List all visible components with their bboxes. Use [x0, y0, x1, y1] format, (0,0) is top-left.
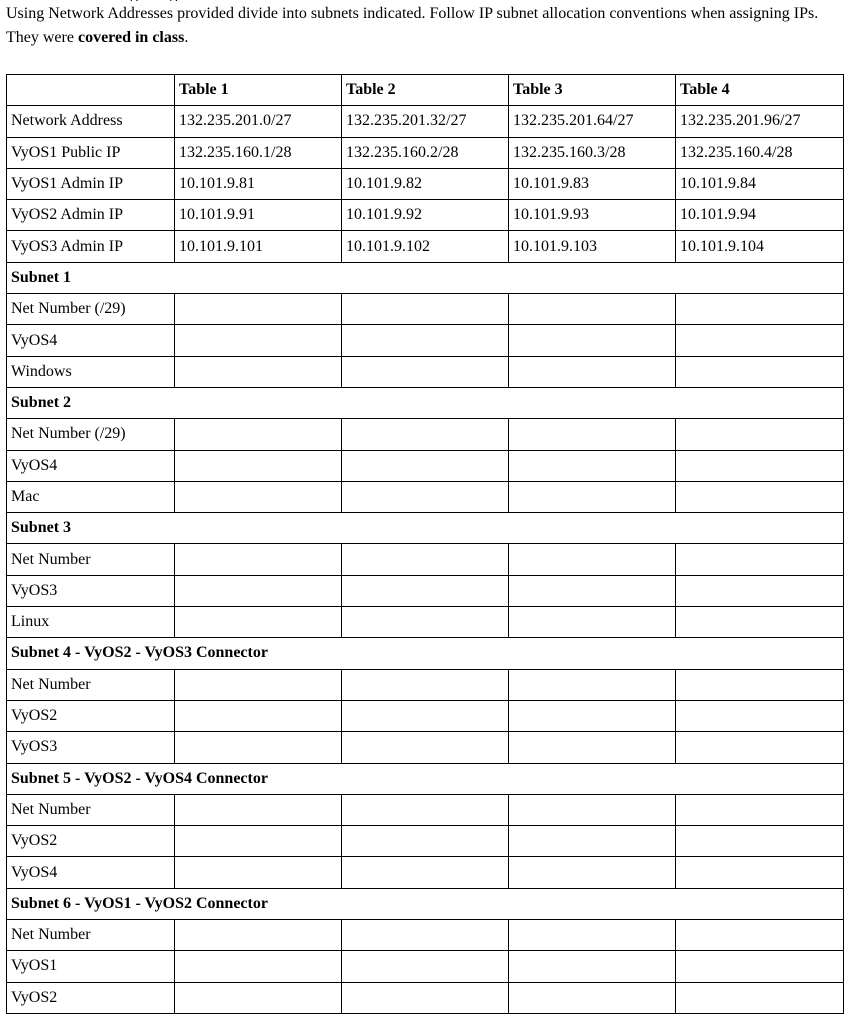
header-table-4: Table 4 — [676, 75, 844, 106]
value-cell: 10.101.9.104 — [676, 231, 844, 262]
table-body — [7, 75, 844, 1014]
answer-cell[interactable] — [509, 481, 676, 512]
assignment-instructions — [6, 2, 846, 50]
section-header-row — [7, 513, 844, 544]
answer-cell[interactable] — [676, 857, 844, 888]
answer-cell[interactable] — [509, 294, 676, 325]
table-row — [7, 669, 844, 700]
row-label: Mac — [7, 481, 175, 512]
table-row — [7, 231, 844, 262]
table-row — [7, 419, 844, 450]
value-cell: 132.235.201.96/27 — [676, 106, 844, 137]
row-label: Linux — [7, 607, 175, 638]
row-label: Net Number — [7, 794, 175, 825]
table-row — [7, 951, 844, 982]
answer-cell[interactable] — [509, 951, 676, 982]
row-label: VyOS4 — [7, 325, 175, 356]
value-cell: 10.101.9.83 — [509, 168, 676, 199]
answer-cell[interactable] — [175, 481, 342, 512]
section-title: Subnet 6 - VyOS1 - VyOS2 Connector — [7, 888, 844, 919]
answer-cell[interactable] — [175, 826, 342, 857]
answer-cell[interactable] — [342, 920, 509, 951]
answer-cell[interactable] — [509, 700, 676, 731]
answer-cell[interactable] — [509, 544, 676, 575]
row-label: Windows — [7, 356, 175, 387]
answer-cell[interactable] — [509, 826, 676, 857]
value-cell: 10.101.9.84 — [676, 168, 844, 199]
row-label: Net Number — [7, 669, 175, 700]
table-row — [7, 794, 844, 825]
answer-cell[interactable] — [676, 982, 844, 1013]
section-header-row — [7, 888, 844, 919]
answer-cell[interactable] — [175, 732, 342, 763]
answer-cell[interactable] — [175, 419, 342, 450]
answer-cell[interactable] — [342, 450, 509, 481]
table-row — [7, 137, 844, 168]
answer-cell[interactable] — [175, 607, 342, 638]
row-label: VyOS2 — [7, 826, 175, 857]
answer-cell[interactable] — [676, 732, 844, 763]
answer-cell[interactable] — [342, 826, 509, 857]
section-header-row — [7, 387, 844, 418]
answer-cell[interactable] — [175, 294, 342, 325]
header-table-3: Table 3 — [509, 75, 676, 106]
value-cell: 132.235.201.32/27 — [342, 106, 509, 137]
value-cell: 10.101.9.94 — [676, 200, 844, 231]
row-label: Net Number (/29) — [7, 294, 175, 325]
answer-cell[interactable] — [342, 669, 509, 700]
table-row — [7, 200, 844, 231]
value-cell: 10.101.9.81 — [175, 168, 342, 199]
answer-cell[interactable] — [175, 794, 342, 825]
answer-cell[interactable] — [676, 669, 844, 700]
value-cell: 10.101.9.92 — [342, 200, 509, 231]
value-cell: 10.101.9.93 — [509, 200, 676, 231]
row-label: VyOS1 Admin IP — [7, 168, 175, 199]
answer-cell[interactable] — [676, 481, 844, 512]
row-label: VyOS3 — [7, 732, 175, 763]
row-label: Network Address — [7, 106, 175, 137]
value-cell: 10.101.9.91 — [175, 200, 342, 231]
instructions-end: . — [184, 29, 189, 46]
section-title: Subnet 4 - VyOS2 - VyOS3 Connector — [7, 638, 844, 669]
answer-cell[interactable] — [175, 982, 342, 1013]
section-header-row — [7, 262, 844, 293]
section-title: Subnet 1 — [7, 262, 844, 293]
answer-cell[interactable] — [342, 294, 509, 325]
header-corner-cell — [7, 75, 175, 106]
answer-cell[interactable] — [342, 982, 509, 1013]
answer-cell[interactable] — [342, 732, 509, 763]
answer-cell[interactable] — [509, 575, 676, 606]
value-cell: 132.235.160.3/28 — [509, 137, 676, 168]
row-label: VyOS2 — [7, 700, 175, 731]
row-label: VyOS1 Public IP — [7, 137, 175, 168]
section-header-row — [7, 638, 844, 669]
table-row — [7, 450, 844, 481]
answer-cell[interactable] — [676, 450, 844, 481]
section-title: Subnet 3 — [7, 513, 844, 544]
section-header-row — [7, 763, 844, 794]
table-row — [7, 106, 844, 137]
answer-cell[interactable] — [676, 607, 844, 638]
table-row — [7, 294, 844, 325]
answer-cell[interactable] — [342, 356, 509, 387]
table-row — [7, 607, 844, 638]
table-row — [7, 826, 844, 857]
answer-cell[interactable] — [175, 920, 342, 951]
row-label: VyOS3 Admin IP — [7, 231, 175, 262]
answer-cell[interactable] — [509, 857, 676, 888]
answer-cell[interactable] — [175, 325, 342, 356]
answer-cell[interactable] — [509, 607, 676, 638]
answer-cell[interactable] — [676, 575, 844, 606]
answer-cell[interactable] — [342, 794, 509, 825]
answer-cell[interactable] — [676, 700, 844, 731]
answer-cell[interactable] — [342, 700, 509, 731]
header-table-1: Table 1 — [175, 75, 342, 106]
answer-cell[interactable] — [676, 826, 844, 857]
value-cell: 132.235.201.0/27 — [175, 106, 342, 137]
table-row — [7, 700, 844, 731]
answer-cell[interactable] — [676, 794, 844, 825]
answer-cell[interactable] — [175, 450, 342, 481]
answer-cell[interactable] — [676, 325, 844, 356]
answer-cell[interactable] — [676, 951, 844, 982]
row-label: VyOS2 — [7, 982, 175, 1013]
row-label: VyOS3 — [7, 575, 175, 606]
answer-cell[interactable] — [676, 920, 844, 951]
table-row — [7, 857, 844, 888]
table-row — [7, 544, 844, 575]
value-cell: 10.101.9.102 — [342, 231, 509, 262]
answer-cell[interactable] — [676, 544, 844, 575]
answer-cell[interactable] — [175, 700, 342, 731]
instructions-bold-text: covered in class — [77, 29, 185, 46]
answer-cell[interactable] — [509, 669, 676, 700]
value-cell: 10.101.9.101 — [175, 231, 342, 262]
row-label: Net Number (/29) — [7, 419, 175, 450]
answer-cell[interactable] — [509, 356, 676, 387]
table-header-row — [7, 75, 844, 106]
table-row — [7, 325, 844, 356]
table-row — [7, 168, 844, 199]
row-label: VyOS2 Admin IP — [7, 200, 175, 231]
answer-cell[interactable] — [342, 575, 509, 606]
value-cell: 10.101.9.82 — [342, 168, 509, 199]
answer-cell[interactable] — [175, 857, 342, 888]
row-label: VyOS4 — [7, 450, 175, 481]
value-cell: 10.101.9.103 — [509, 231, 676, 262]
answer-cell[interactable] — [342, 481, 509, 512]
row-label: VyOS1 — [7, 951, 175, 982]
answer-cell[interactable] — [342, 857, 509, 888]
section-title: Subnet 2 — [7, 387, 844, 418]
answer-cell[interactable] — [175, 669, 342, 700]
answer-cell[interactable] — [342, 951, 509, 982]
answer-cell[interactable] — [509, 920, 676, 951]
answer-cell[interactable] — [175, 575, 342, 606]
answer-cell[interactable] — [509, 419, 676, 450]
header-table-2: Table 2 — [342, 75, 509, 106]
answer-cell[interactable] — [342, 607, 509, 638]
row-label: Net Number — [7, 920, 175, 951]
row-label: VyOS4 — [7, 857, 175, 888]
table-row — [7, 732, 844, 763]
answer-cell[interactable] — [509, 325, 676, 356]
answer-cell[interactable] — [509, 982, 676, 1013]
value-cell: 132.235.160.4/28 — [676, 137, 844, 168]
table-row — [7, 356, 844, 387]
cut-off-heading — [0, 0, 858, 1]
answer-cell[interactable] — [676, 356, 844, 387]
answer-cell[interactable] — [509, 450, 676, 481]
answer-cell[interactable] — [342, 544, 509, 575]
answer-cell[interactable] — [676, 294, 844, 325]
value-cell: 132.235.201.64/27 — [509, 106, 676, 137]
answer-cell[interactable] — [509, 794, 676, 825]
answer-cell[interactable] — [175, 544, 342, 575]
section-title: Subnet 5 - VyOS2 - VyOS4 Connector — [7, 763, 844, 794]
subnet-allocation-table — [6, 74, 844, 1014]
answer-cell[interactable] — [175, 951, 342, 982]
answer-cell[interactable] — [342, 325, 509, 356]
answer-cell[interactable] — [175, 356, 342, 387]
table-row — [7, 575, 844, 606]
answer-cell[interactable] — [676, 419, 844, 450]
value-cell: 132.235.160.2/28 — [342, 137, 509, 168]
table-row — [7, 982, 844, 1013]
answer-cell[interactable] — [509, 732, 676, 763]
value-cell: 132.235.160.1/28 — [175, 137, 342, 168]
instructions-text: Using Network Addresses provided divide into subnets indicated. Follow IP subnet allocation conventions when assigning IPs. They were — [6, 5, 819, 46]
row-label: Net Number — [7, 544, 175, 575]
table-row — [7, 481, 844, 512]
answer-cell[interactable] — [342, 419, 509, 450]
table-row — [7, 920, 844, 951]
